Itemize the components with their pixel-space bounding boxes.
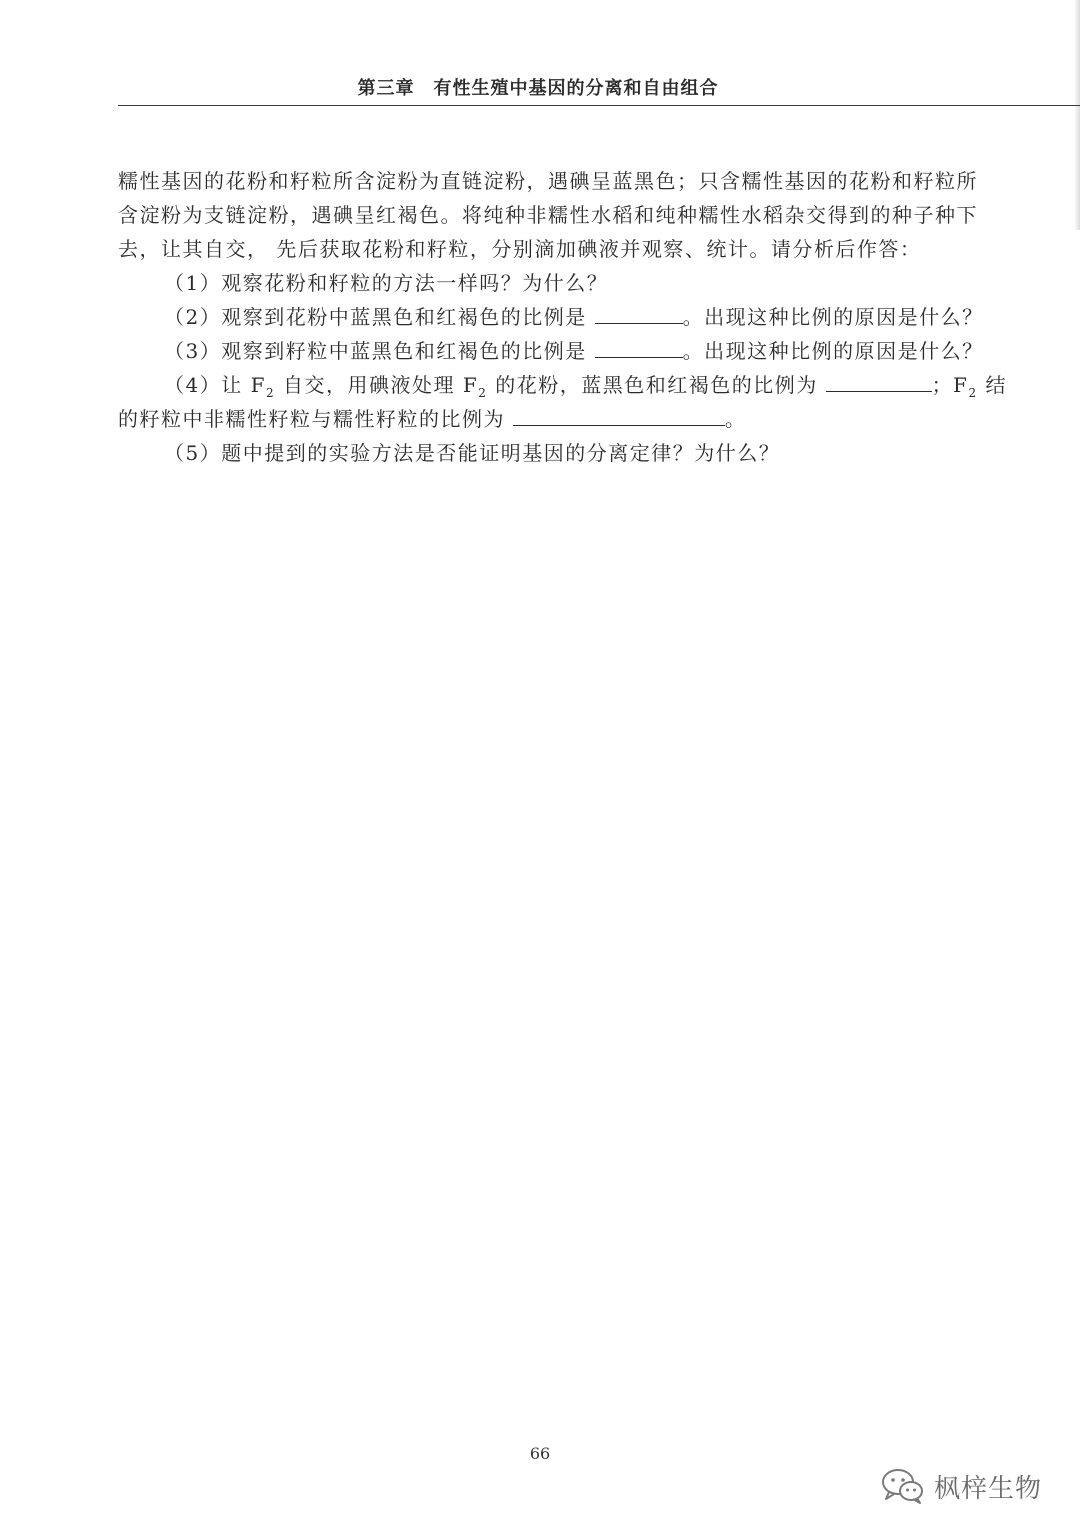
question-4-line-2-tail: 。 bbox=[724, 407, 747, 431]
subscript-2: 2 bbox=[478, 386, 488, 400]
question-2 bbox=[118, 300, 984, 334]
watermark bbox=[880, 1466, 1042, 1506]
answer-blank-2[interactable] bbox=[595, 301, 683, 324]
subscript-2: 2 bbox=[968, 386, 978, 400]
intro-line-3: 去，让其自交， 先后获取花粉和籽粒，分别滴加碘液并观察、统计。请分析后作答： bbox=[118, 237, 922, 261]
header-divider bbox=[118, 105, 1080, 106]
question-4-line-2 bbox=[118, 402, 980, 436]
question-5: （5）题中提到的实验方法是否能证明基因的分离定律？为什么？ bbox=[164, 441, 781, 465]
page-edge-shadow bbox=[1074, 0, 1080, 230]
question-2-tail: 。出现这种比例的原因是什么？ bbox=[682, 305, 984, 329]
question-4-line-1 bbox=[118, 368, 1007, 402]
question-3-tail: 。出现这种比例的原因是什么？ bbox=[682, 339, 984, 363]
question-3 bbox=[118, 334, 984, 368]
question-4-text-b: 自交，用碘液处理 F bbox=[275, 373, 479, 397]
question-4-text-a: （4）让 F bbox=[164, 373, 266, 397]
question-3-text: （3）观察到籽粒中蓝黑色和红褐色的比例是 bbox=[164, 339, 595, 363]
wechat-logo-icon bbox=[880, 1466, 926, 1506]
answer-blank-4b[interactable] bbox=[513, 403, 725, 426]
watermark-text: 枫梓生物 bbox=[934, 1473, 1043, 1504]
chapter-header-title: 第三章 有性生殖中基因的分离和自由组合 bbox=[357, 78, 719, 99]
question-4-text-e: 结 bbox=[977, 373, 1007, 397]
subscript-2: 2 bbox=[265, 386, 276, 400]
question-4-line-2-text: 的籽粒中非糯性籽粒与糯性籽粒的比例为 bbox=[118, 407, 513, 431]
question-4-text-d: ；F bbox=[931, 373, 969, 397]
question-body bbox=[118, 164, 1007, 470]
page-number: 66 bbox=[529, 1444, 551, 1463]
question-4-text-c: 的花粉，蓝黑色和红褐色的比例为 bbox=[487, 373, 826, 397]
answer-blank-3[interactable] bbox=[595, 335, 683, 358]
question-1: （1）观察花粉和籽粒的方法一样吗？为什么？ bbox=[164, 271, 609, 295]
intro-line-2: 含淀粉为支链淀粉，遇碘呈红褐色。将纯种非糯性水稻和纯种糯性水稻杂交得到的种子种下 bbox=[118, 203, 978, 227]
answer-blank-4a[interactable] bbox=[826, 369, 932, 392]
question-2-text: （2）观察到花粉中蓝黑色和红褐色的比例是 bbox=[164, 305, 595, 329]
intro-line-1: 糯性基因的花粉和籽粒所含淀粉为直链淀粉，遇碘呈蓝黑色；只含糯性基因的花粉和籽粒所 bbox=[118, 169, 978, 193]
